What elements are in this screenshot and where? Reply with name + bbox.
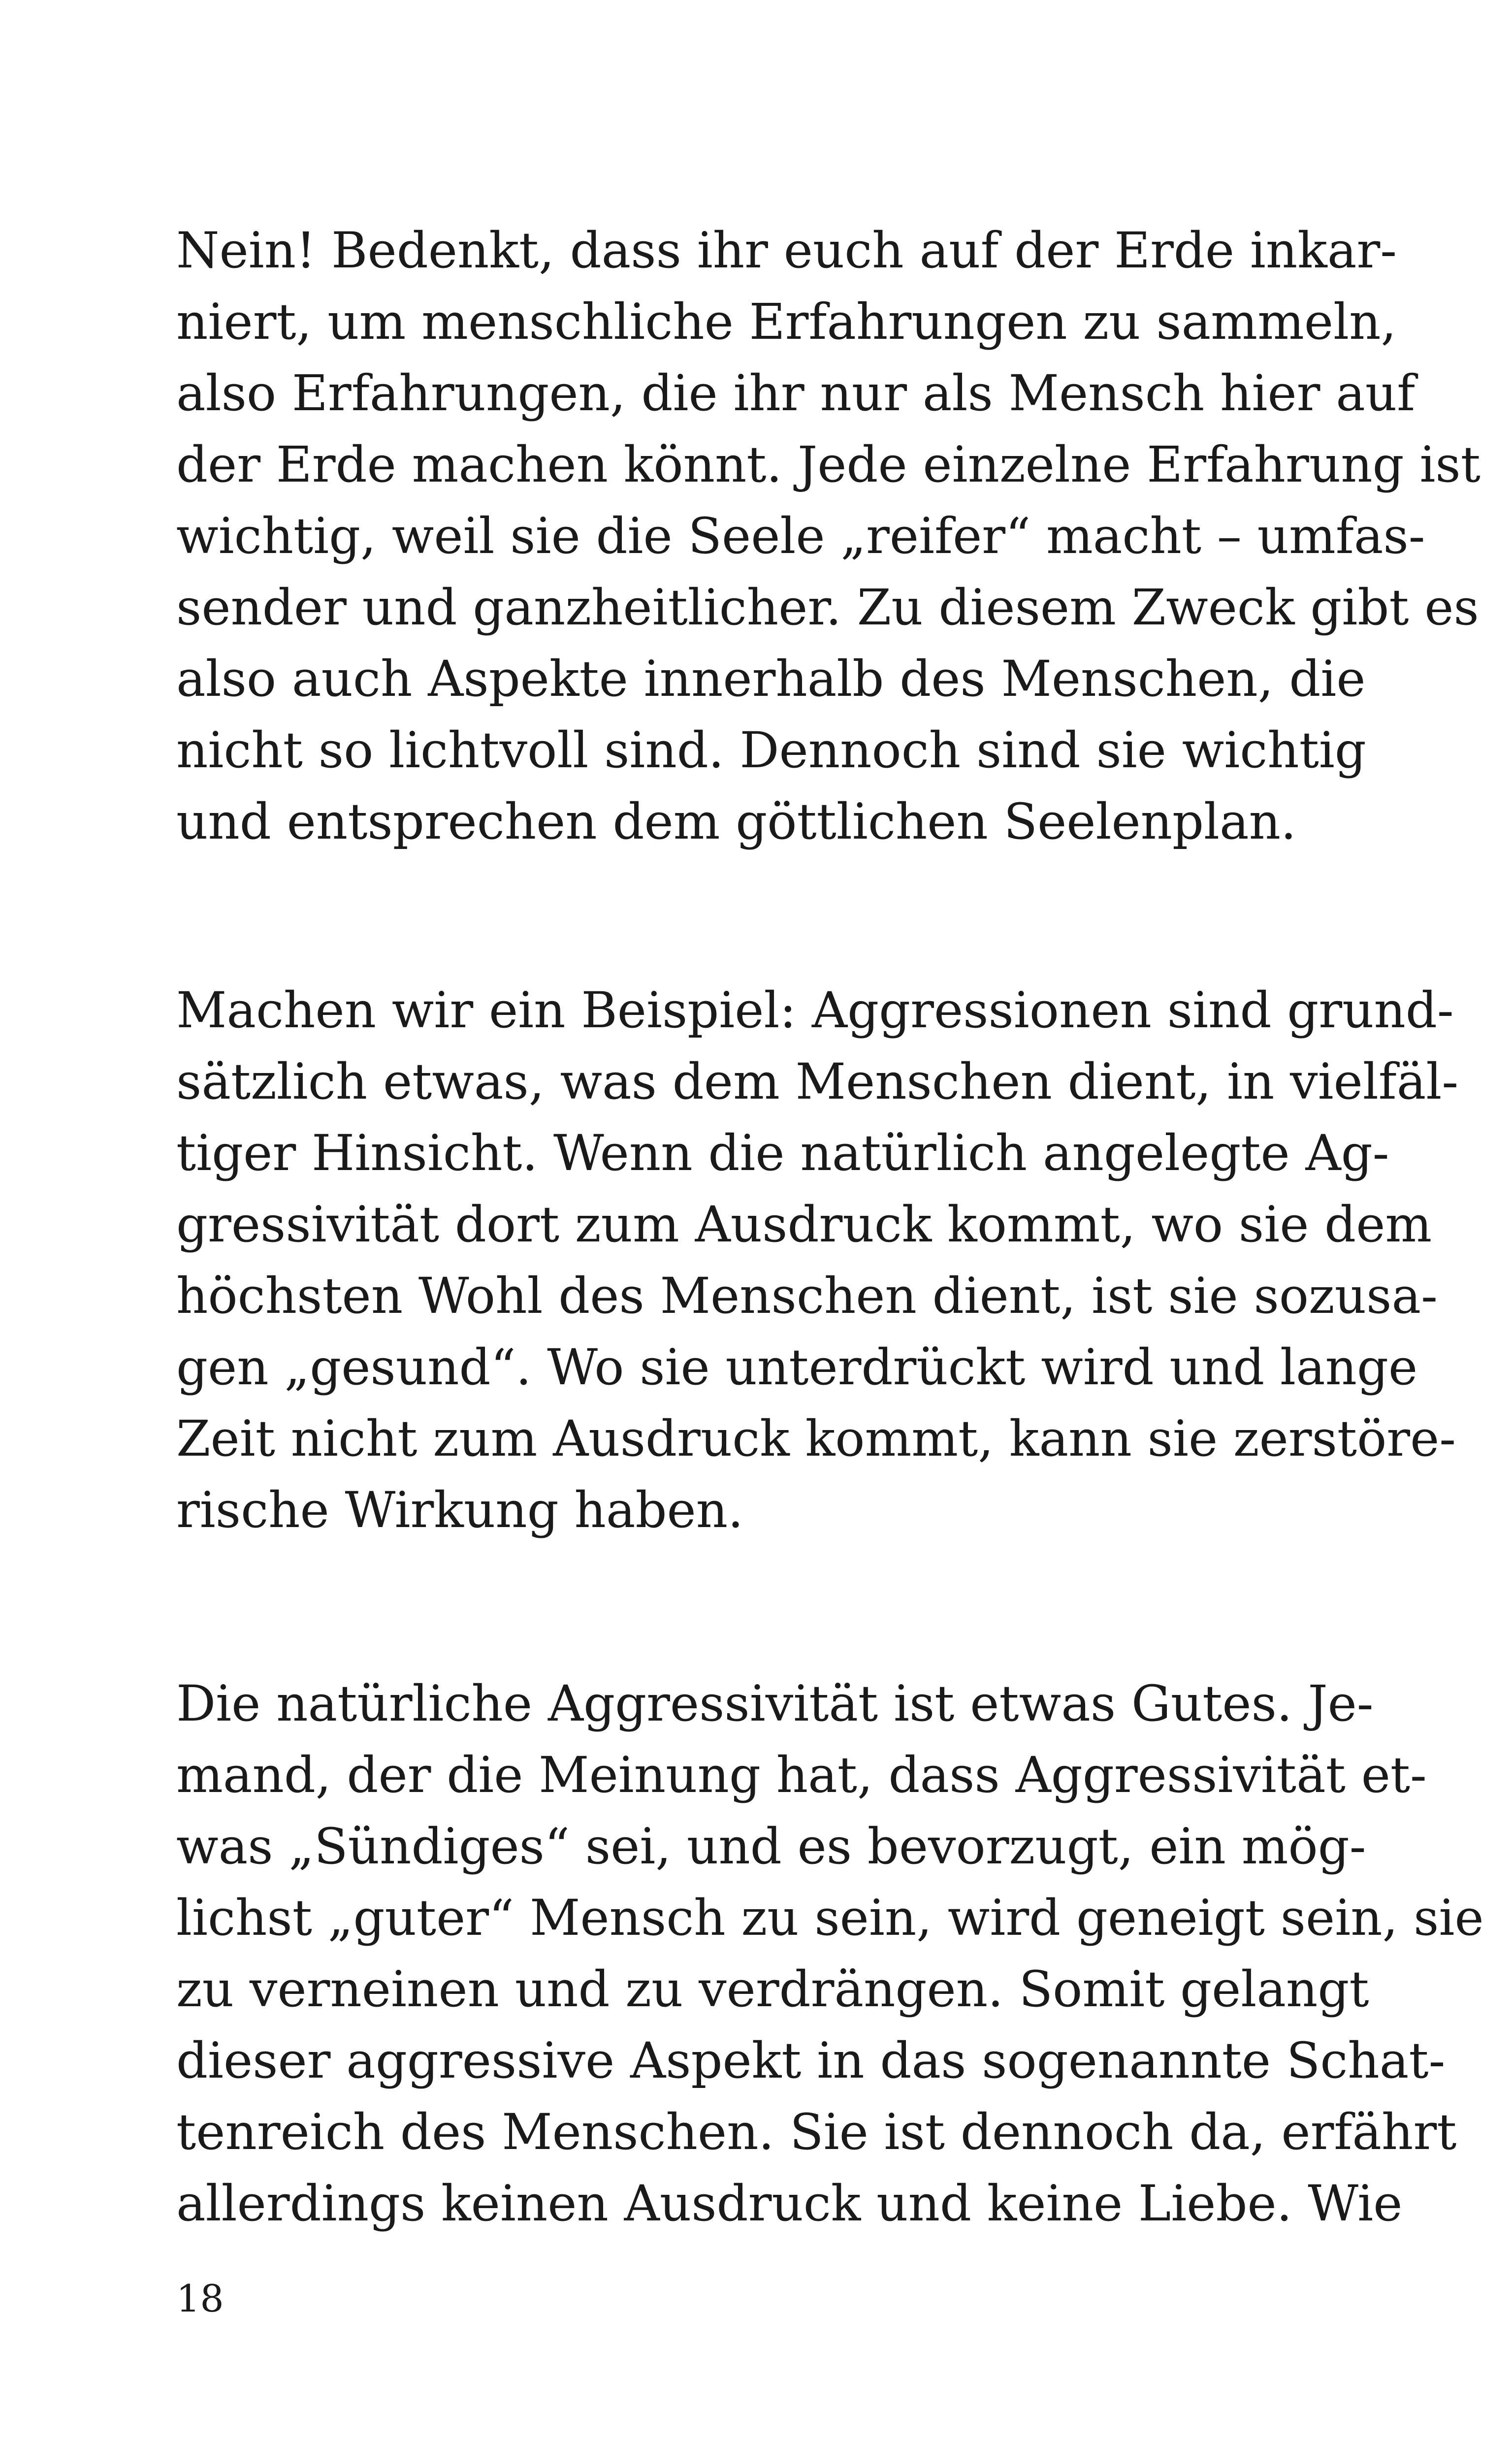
text-line: nicht so lichtvoll sind. Dennoch sind sie wichtig xyxy=(176,721,1366,779)
paragraph-2 xyxy=(176,975,1459,1546)
text-line: mand, der die Meinung hat, dass Aggressivität et- xyxy=(176,1746,1427,1804)
text-line: allerdings keinen Ausdruck und keine Liebe. Wie xyxy=(176,2175,1403,2232)
text-line: Nein! Bedenkt, dass ihr euch auf der Erde inkar- xyxy=(176,222,1397,279)
text-line: der Erde machen könnt. Jede einzelne Erfahrung ist xyxy=(176,436,1480,493)
text-line: zu verneinen und zu verdrängen. Somit gelangt xyxy=(176,1960,1369,2018)
text-line: lichst „guter“ Mensch zu sein, wird geneigt sein, sie xyxy=(176,1889,1484,1947)
text-line: tiger Hinsicht. Wenn die natürlich angelegte Ag- xyxy=(176,1124,1389,1182)
text-line: rische Wirkung haben. xyxy=(176,1481,743,1539)
text-line: Machen wir ein Beispiel: Aggressionen sind grund- xyxy=(176,981,1454,1039)
text-line: gressivität dort zum Ausdruck kommt, wo sie dem xyxy=(176,1196,1432,1253)
text-line: Zeit nicht zum Ausdruck kommt, kann sie zerstöre- xyxy=(176,1410,1456,1467)
text-line: höchsten Wohl des Menschen dient, ist sie sozusa- xyxy=(176,1267,1438,1325)
paragraph-1 xyxy=(176,215,1480,857)
text-line: wichtig, weil sie die Seele „reifer“ macht – umfas- xyxy=(176,507,1425,565)
text-line: gen „gesund“. Wo sie unterdrückt wird und lange xyxy=(176,1338,1418,1396)
text-line: also Erfahrungen, die ihr nur als Mensch hier auf xyxy=(176,364,1415,422)
text-line: Die natürliche Aggressivität ist etwas Gutes. Je- xyxy=(176,1675,1374,1732)
text-line: niert, um menschliche Erfahrungen zu sammeln, xyxy=(176,293,1397,351)
text-line: tenreich des Menschen. Sie ist dennoch da, erfährt xyxy=(176,2103,1457,2161)
page-number: 18 xyxy=(176,2277,224,2320)
text-line: und entsprechen dem göttlichen Seelenplan. xyxy=(176,793,1296,850)
text-line: also auch Aspekte innerhalb des Menschen, die xyxy=(176,650,1366,708)
text-line: sender und ganzheitlicher. Zu diesem Zweck gibt es xyxy=(176,579,1479,636)
paragraph-3 xyxy=(176,1668,1484,2239)
text-line: sätzlich etwas, was dem Menschen dient, in vielfäl- xyxy=(176,1053,1459,1110)
text-line: was „Sündiges“ sei, und es bevorzugt, ein mög- xyxy=(176,1818,1366,1875)
text-line: dieser aggressive Aspekt in das sogenannte Schat- xyxy=(176,2032,1446,2089)
